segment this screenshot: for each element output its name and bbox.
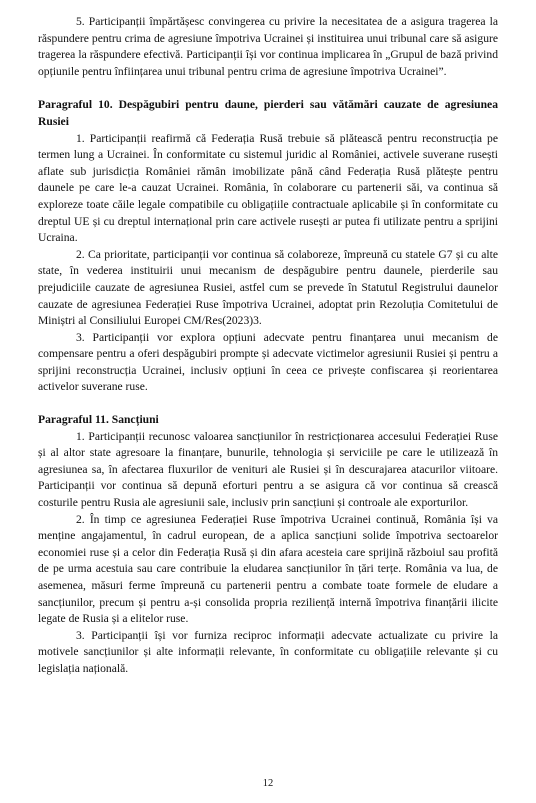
intro-paragraph: 5. Participanții împărtășesc convingerea cu privire la necesitatea de a asigura tragerea la răspundere pentru crima de agresiune împotriva Ucrainei și instituirea unui tribunal care să asigure tragerea la răspundere efectivă. Participanții își vor continua implicarea în „Grupul de bază privind opțiunile pentru înființarea unui tribunal pentru crima de agresiune împotriva Ucrainei”. xyxy=(38,15,498,78)
section-10-paragraph-2: 2. Ca prioritate, participanții vor continua să colaboreze, împreună cu statele G7 și cu alte state, în vederea instituirii unui mecanism de despăgubire pentru daunele, pierderile sau prejudiciile cauzate de agresiunea Rusiei, astfel cum se prevede în Statutul Registrului daunelor cauzate de agresiunea Federației Ruse împotriva Ucrainei, adoptat prin Rezoluția Comitetului de Miniștri al Consiliului Europei CM/Res(2023)3. xyxy=(38,247,498,328)
section-spacer xyxy=(38,80,498,97)
section-11-heading: Paragraful 11. Sancțiuni xyxy=(38,413,159,427)
section-11-paragraph-1: 1. Participanții recunosc valoarea sancțiunilor în restricționarea accesului Federației Ruse și al altor state agresoare la finanțare, bunurile, tehnologia și serviciile pe care le utilizează în agresiunea sa, în afectarea fluxurilor de venituri ale Rusiei și în descurajarea atacurilor viitoare. Participanții vor continua să depună eforturi pentru a se asigura că vor continua să crească costurile pentru Rusia ale agresiunii sale, inclusiv prin sancțiuni și controale ale exporturilor. xyxy=(38,429,498,510)
section-10-heading: Paragraful 10. Despăgubiri pentru daune, pierderi sau vătămări cauzate de agresiunea Rusiei xyxy=(38,98,498,128)
section-11-paragraph-3: 3. Participanții își vor furniza reciproc informații adecvate actualizate cu privire la motivele sancțiunilor și alte informații relevante, în conformitate cu obligațiile relevante și cu legislația națională. xyxy=(38,628,498,675)
page-number: 12 xyxy=(262,778,274,789)
section-spacer xyxy=(38,396,498,412)
section-11-paragraph-2: 2. În timp ce agresiunea Federației Ruse împotriva Ucrainei continuă, România își va menține angajamentul, în cadrul european, de a aplica sancțiuni solide împotriva sectoarelor economiei ruse și a celor din Federația Rusă și din afara acesteia care sprijină războiul sau profită de pe urma acestuia sau care contribuie la eludarea sancțiunilor în țări terțe. România va lua, de asemenea, măsuri ferme împreună cu partenerii pentru a combate toate formele de eludare a sancțiunilor, precum și pentru a-și consolida propria reziliență internă împotriva finanțării ilicite legate de Rusia și a elitelor ruse. xyxy=(38,512,498,626)
section-10-paragraph-1: 1. Participanții reafirmă că Federația Rusă trebuie să plătească pentru reconstrucția pe termen lung a Ucrainei. În conformitate cu sistemul juridic al României, activele suverane rusești aflate sub jurisdicția României rămân imobilizate până când Federația Rusă plătește pentru daunele pe care le-a cauzat Ucrainei. România, în colaborare cu partenerii săi, va continua să exploreze toate căile legale compatibile cu obligațiile contractuale aplicabile și în conformitate cu dreptul UE și cu dreptul internațional prin care activele rusești ar putea fi utilizate pentru a sprijini Ucraina. xyxy=(38,131,498,245)
section-10-paragraph-3: 3. Participanții vor explora opțiuni adecvate pentru finanțarea unui mecanism de compensare pentru a oferi despăgubiri prompte și adecvate victimelor agresiunii Rusiei și pentru a sprijini reconstrucția Ucrainei, inclusiv opțiuni în ceea ce privește confiscarea și reorientarea activelor suverane ruse. xyxy=(38,330,498,394)
